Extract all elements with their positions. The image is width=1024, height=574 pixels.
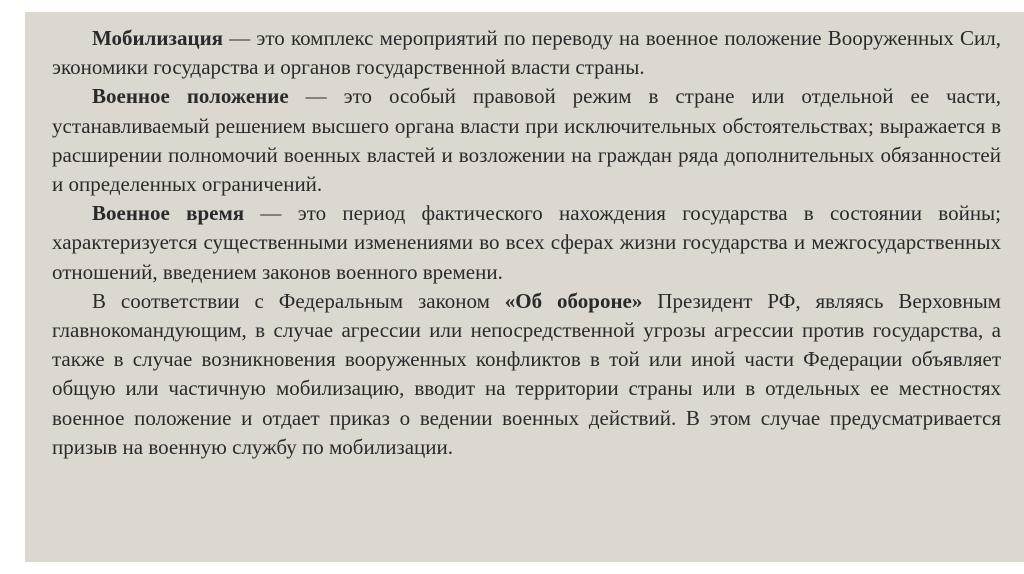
definition-mobilization: — это комплекс мероприятий по переводу на военное положение Вооруженных Сил, экономики государства и органов государственной власти страны. bbox=[52, 26, 1001, 80]
definition-martial-law: — это особый правовой режим в стране или отдельной ее части, устанавливаемый решением высшего органа власти при исключительных обстоятельствах; выражается в расширении полномочий военных властей и возложении на граждан ряда дополнительных обязанностей и определенных ограничений. bbox=[52, 84, 1001, 197]
term-martial-law: Военное положение bbox=[92, 84, 289, 109]
text-panel bbox=[25, 12, 1024, 562]
defense-law-intro: В соответствии с Федеральным законом bbox=[92, 288, 505, 313]
definition-wartime: — это период фактического нахождения государства в состоянии войны; характеризуется существенными изменениями во всех сферах жизни государства и межгосударственных отношений, введением законов военного времени. bbox=[52, 201, 1002, 284]
defense-law-title: «Об обороне» bbox=[504, 288, 643, 313]
document-body bbox=[52, 24, 1001, 462]
paragraph-wartime bbox=[52, 199, 1001, 287]
defense-law-text: Президент РФ, являясь Верховным главнокомандующим, в случае агрессии или непосредственной угрозы агрессии против государства, а также в случае возникновения вооруженных конфликтов в той или иной части Федерации объявляет общую или частичную мобилизацию, вводит на территории страны или в отдельных ее местностях военное положение и отдает приказ о ведении военных действий. В этом случае предусматривается призыв на военную службу по мобилизации. bbox=[52, 288, 1001, 459]
term-mobilization: Мобилизация bbox=[92, 26, 224, 50]
paragraph-defense-law bbox=[52, 287, 1001, 462]
paragraph-martial-law bbox=[52, 82, 1001, 199]
paragraph-mobilization bbox=[52, 24, 1001, 82]
term-wartime: Военное время bbox=[92, 201, 245, 226]
